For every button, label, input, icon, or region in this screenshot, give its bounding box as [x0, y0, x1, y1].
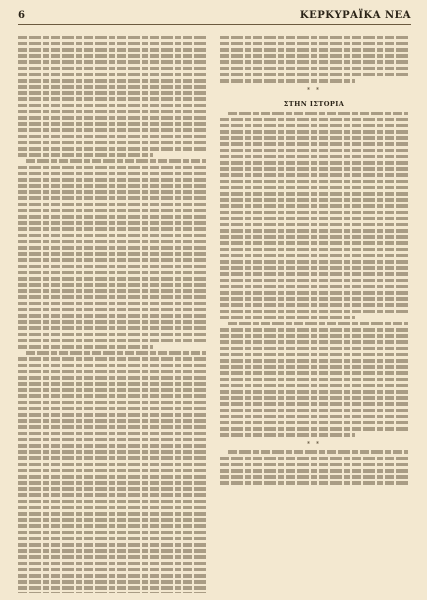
section-heading: ΣΤΗΝ ΙΣΤΟΡΙΑ — [283, 99, 345, 108]
page-number: 6 — [18, 10, 26, 21]
left-paragraph-1-lines — [18, 36, 206, 157]
page-header — [18, 10, 411, 25]
right-paragraph-3-lines — [220, 322, 408, 437]
text-columns — [18, 33, 411, 593]
right-column — [220, 33, 408, 593]
left-column — [18, 33, 206, 593]
right-paragraph-1-lines — [220, 36, 408, 83]
section-separator: * * — [307, 86, 321, 94]
section-separator-2: * * — [307, 440, 321, 448]
magazine-title: ΚΕΡΚΥΡΑΪΚΑ ΝΕΑ — [299, 10, 411, 21]
left-paragraph-3-lines — [18, 351, 206, 593]
right-paragraph-4-lines — [220, 450, 408, 485]
left-paragraph-2-lines — [18, 159, 206, 348]
right-paragraph-2-lines — [220, 112, 408, 320]
